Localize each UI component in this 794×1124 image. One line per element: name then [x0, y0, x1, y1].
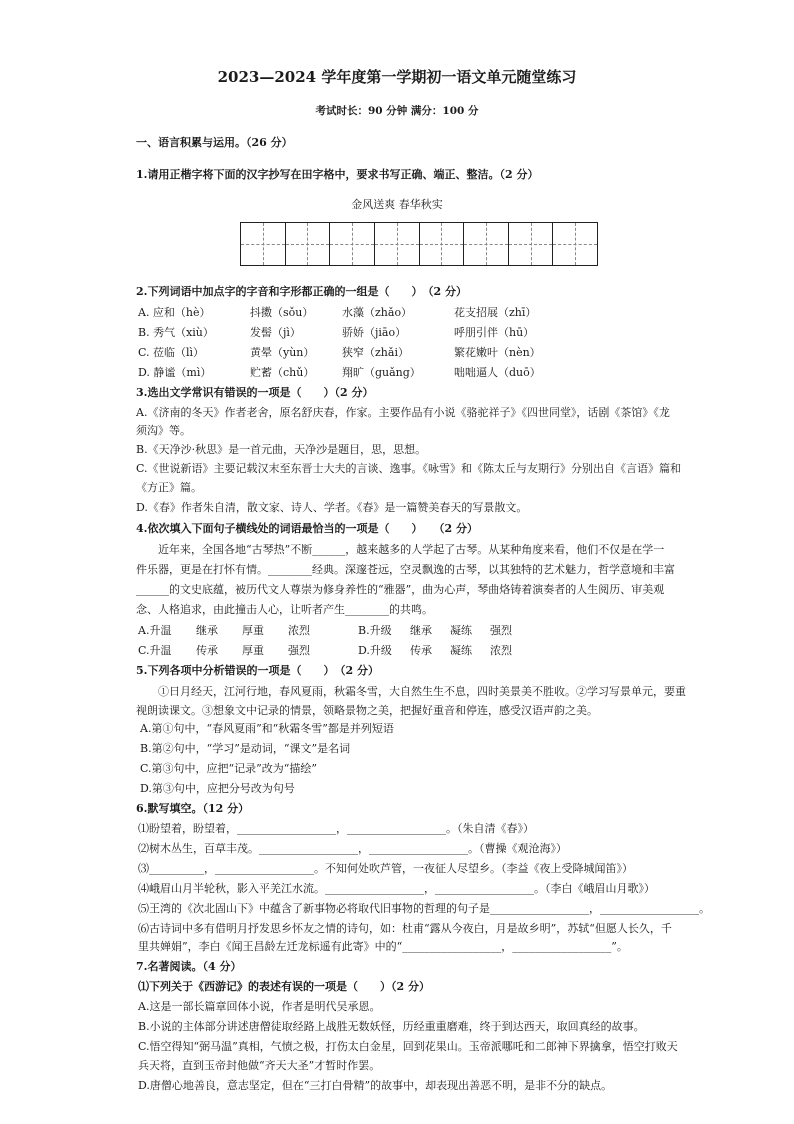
q3-option-b: B.《天净沙·秋思》是一首元曲，天净沙是题目，思，思想。 — [136, 443, 427, 456]
q3-option-c: C.《世说新语》主要记载汉末至东晋士大夫的言谈、逸事。《咏雪》和《陈太丘与友期行》分别出自《言语》篇和 — [136, 462, 682, 475]
q5-passage: 视朗读课文。③想象文中记录的情景，领略景物之美，把握好重音和停连，感受汉语声韵之美。 — [136, 704, 598, 717]
q4-stem: 4.依次填入下面句子横线处的词语最恰当的一项是（ ） （2 分） — [136, 522, 478, 535]
q6-line: ⑹古诗词中多有借明月抒发思乡怀友之情的诗句，如：杜甫“露从今夜白，月是故乡明”，苏轼“但愿人长久，千 — [138, 922, 672, 935]
q2-option: 繁花嫩叶（nèn） — [454, 346, 541, 359]
q2-option: 骄娇（jiāo） — [342, 326, 407, 339]
q2-option: 黄晕（yùn） — [250, 346, 315, 359]
q5-option-d: D.第③句中，应把分号改为句号 — [140, 782, 295, 795]
q2-option: 狭窄（zhǎi） — [342, 346, 409, 359]
q2-option: 水藻（zhǎo） — [342, 306, 413, 319]
q4-option: 浓烈 — [490, 644, 512, 657]
grid-cell[interactable] — [330, 223, 375, 265]
grid-cell[interactable] — [241, 223, 286, 265]
q7-option-a: A.这是一部长篇章回体小说，作者是明代吴承恩。 — [138, 1000, 381, 1013]
q4-option: 传承 — [410, 644, 432, 657]
q2-option: D. 静谧（mì） — [138, 366, 212, 379]
q2-option: 发髻（jì） — [250, 326, 301, 339]
q1-words: 金风送爽 春华秋实 — [351, 198, 443, 211]
q4-passage: 近年来，全国各地“古琴热”不断______，越来越多的人学起了古琴。从某种角度来看，他们不仅是在学一 — [136, 543, 665, 556]
q2-option: 翔旷（guǎng） — [342, 366, 421, 379]
q6-stem: 6.默写填空。（12 分） — [136, 802, 250, 815]
q7-option-d: D.唐僧心地善良，意志坚定，但在“三打白骨精”的故事中，却表现出善恶不明，是非不分的缺点。 — [138, 1079, 613, 1092]
q4-option: C.升温 — [138, 644, 172, 657]
q7-option-c: C.悟空得知“弼马温”真相，气愤之极，打伤太白金星，回到花果山。玉帝派哪吒和二郎神下界擒拿，悟空打败天 — [138, 1040, 678, 1053]
q3-option-c-cont: 《方正》篇。 — [136, 481, 202, 494]
q4-option: 厚重 — [242, 624, 264, 637]
q7-stem: 7.名著阅读。（4 分） — [136, 960, 242, 973]
exam-title: 2023—2024 学年度第一学期初一语文单元随堂练习 — [217, 68, 577, 86]
q7-option-c-cont: 兵天将，直到玉帝封他做“齐天大圣”才暂时作罢。 — [138, 1059, 381, 1072]
section-heading: 一、语言积累与运用。（26 分） — [136, 136, 293, 149]
tianzige-grid[interactable] — [240, 222, 598, 266]
q6-line: ⑸王湾的《次北固山下》中蕴含了新事物必将取代旧事物的哲理的句子是__________________，__________________。 — [138, 902, 710, 915]
q4-option: A.升温 — [138, 624, 172, 637]
q2-option: B. 秀气（xiù） — [138, 326, 214, 339]
grid-cell[interactable] — [420, 223, 465, 265]
q5-stem: 5.下列各项中分析错误的一项是（ ） （2 分） — [136, 664, 379, 677]
grid-cell[interactable] — [464, 223, 509, 265]
q2-option: C. 莅临（lì） — [138, 346, 205, 359]
q7-option-b: B.小说的主体部分讲述唐僧徒取经路上战胜无数妖怪，历经重重磨难，终于到达西天，取回真经的故事。 — [138, 1020, 645, 1033]
q3-option-d: D.《春》作者朱自清，散文家、诗人、学者。《春》是一篇赞美春天的写景散文。 — [136, 501, 528, 514]
exam-info: 考试时长：90 分钟 满分：100 分 — [315, 105, 479, 117]
q4-option: D.升级 — [358, 644, 392, 657]
q2-option: A. 应和（hè） — [138, 306, 211, 319]
q3-stem: 3.选出文学常识有错误的一项是（ ）（2 分） — [136, 386, 374, 399]
q2-option: 抖擞（sǒu） — [250, 306, 314, 319]
q6-line: ⑵树木丛生，百草丰茂。__________________，__________________。（曹操《观沧海》） — [138, 842, 567, 855]
q1-stem: 1.请用正楷字将下面的汉字抄写在田字格中，要求书写正确、端正、整洁。（2 分） — [136, 168, 539, 181]
q4-option: 厚重 — [242, 644, 264, 657]
q2-stem: 2.下列词语中加点字的字音和字形都正确的一组是（ ） （2 分） — [136, 285, 467, 298]
q3-option-a: A.《济南的冬天》作者老舍，原名舒庆春，作家。主要作品有小说《骆驼祥子》《四世同堂》，话剧《茶馆》《龙 — [136, 406, 670, 419]
q5-option-b: B.第②句中，“学习”是动词，“课文”是名词 — [140, 742, 351, 755]
q5-option-c: C.第③句中，应把“记录”改为“描绘” — [140, 762, 318, 775]
q4-option: 继承 — [410, 624, 432, 637]
q2-option: 花支招展（zhī） — [454, 306, 537, 319]
q4-passage: 件乐器，更是在打怀有情。________经典。深邃苍远，空灵飘逸的古琴，以其独特的艺术魅力，哲学意境和丰富 — [136, 563, 675, 576]
q7-sub-stem: ⑴下列关于《西游记》的表述有误的一项是（ ）（2 分） — [138, 980, 430, 993]
q4-option: 继承 — [196, 624, 218, 637]
q5-option-a: A.第①句中，“春风夏雨”和“秋霜冬雪”都是并列短语 — [140, 722, 394, 735]
q5-passage: ①日月经天，江河行地，春风夏雨，秋霜冬雪，大自然生生不息，四时美景美不胜收。②学习写景单元，要重 — [136, 685, 686, 698]
q2-option: 呼朋引伴（hū） — [454, 326, 535, 339]
q2-option: 咄咄逼人（duō） — [454, 366, 541, 379]
grid-cell[interactable] — [509, 223, 554, 265]
grid-cell[interactable] — [553, 223, 597, 265]
grid-cell[interactable] — [286, 223, 331, 265]
q4-option: 传承 — [196, 644, 218, 657]
grid-cell[interactable] — [375, 223, 420, 265]
q4-option: 凝练 — [450, 644, 472, 657]
q3-option-a-cont: 须沟》等。 — [136, 424, 191, 437]
q4-option: B.升级 — [358, 624, 392, 637]
q4-passage: ______的文史底蕴，被历代文人尊崇为修身养性的“雅器”，曲为心声，琴曲烙铸着演奏者的人生阅历、审美观 — [136, 583, 665, 596]
q4-option: 强烈 — [288, 644, 310, 657]
q2-option: 贮蓄（chǔ） — [250, 366, 315, 379]
q6-line: ⑴盼望着，盼望着，__________________，__________________。（朱自清《春》） — [138, 822, 534, 835]
q4-option: 强烈 — [490, 624, 512, 637]
q4-option: 浓烈 — [288, 624, 310, 637]
q6-line: ⑷峨眉山月半轮秋，影入平羌江水流。__________________，__________________。（李白《峨眉山月歌》） — [138, 882, 655, 895]
q4-option: 凝练 — [450, 624, 472, 637]
q4-passage: 念、人格追求，由此撞击人心，让听者产生________的共鸣。 — [136, 603, 433, 616]
q6-line: ⑶__________，__________________。不知何处吹芦管，一夜征人尽望乡。（李益《夜上受降城闻笛》） — [138, 862, 633, 875]
q6-line: 里共婵娟”，李白《闻王昌龄左迁龙标遥有此寄》中的“__________________，__________________”。 — [138, 940, 628, 953]
